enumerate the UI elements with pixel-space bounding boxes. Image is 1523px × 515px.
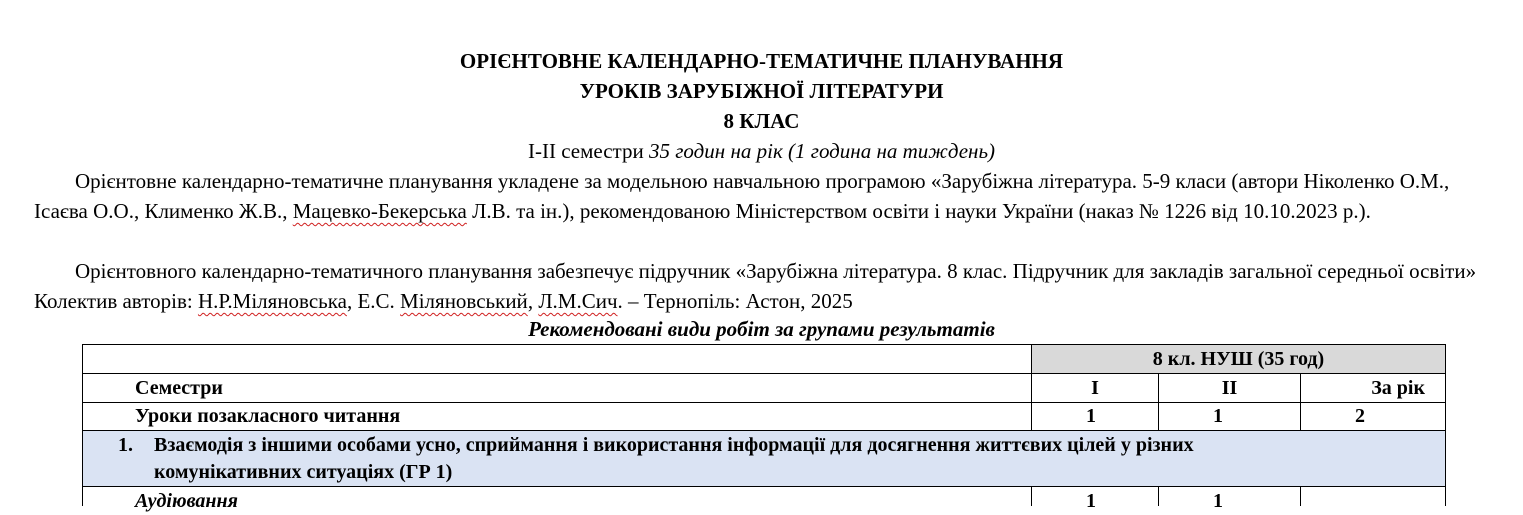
intro-p1-text-a: Орієнтовне календарно-тематичне планування укладене за модельною навчальною програмою «Зарубіжна література. 5-9 класи (автори Ніколенко О.М., Ісаєва О.О., Клименко Ж.В., [34,169,1450,223]
table-border [82,344,83,506]
intro-p1-text-b: Л.В. та ін.), рекомендованою Міністерством освіти і науки України (наказ № 1226 від 10.10.2023 р.). [466,199,1371,223]
semesters-label: Семестри [135,377,223,399]
document-title-line1: ОРІЄНТОВНЕ КАЛЕНДАРНО-ТЕМАТИЧНЕ ПЛАНУВАННЯ [459,49,1064,73]
misspelled-word: Л.М.Сич [538,289,618,313]
table-border [1445,344,1446,506]
intro-p2-text-a: Орієнтовного календарно-тематичного планування забезпечує підручник «Зарубіжна література. 8 клас. Підручник для закладів загальної середньої освіти» Колектив авторів: [34,259,1477,313]
intro-p2-sep2: , [527,289,539,313]
section-title-line1: Взаємодія з іншими особами усно, сприймання і використання інформації для досягнення життєвих цілей у різних [154,434,1194,456]
hours-per-year: 35 годин на рік (1 година на тиждень) [648,139,996,163]
extracurricular-sem1: 1 [1086,405,1096,427]
document-title-line2: УРОКІВ ЗАРУБІЖНОЇ ЛІТЕРАТУРИ [579,79,944,103]
listening-label: Аудіювання [135,490,238,512]
intro-p2-text-b: . – Тернопіль: Астон, 2025 [617,289,853,313]
document-title-line3: 8 КЛАС [723,109,800,133]
intro-paragraph-1 [34,166,1494,226]
listening-sem1: 1 [1086,490,1096,512]
extracurricular-sem2: 1 [1213,405,1223,427]
section-title-line2: комунікативних ситуаціях (ГР 1) [154,461,453,483]
extracurricular-label: Уроки позакласного читання [135,405,401,427]
semester-1-header: I [1091,377,1099,399]
semester-2-header: II [1221,377,1238,399]
misspelled-word: Мацевко-Бекерська [292,199,467,223]
listening-sem2: 1 [1213,490,1223,512]
semesters-subtitle [0,136,1523,166]
section-number: 1. [118,434,133,456]
extracurricular-year: 2 [1355,405,1365,427]
misspelled-word: Н.Р.Міляновська [197,289,347,313]
semesters-prefix: І-ІІ семестри [527,139,649,163]
table-border [1300,486,1301,506]
table-caption: Рекомендовані види робіт за групами результатів [528,317,995,341]
intro-paragraph-2 [34,256,1494,316]
group-header: 8 кл. НУШ (35 год) [1152,348,1325,370]
intro-p2-sep1: , Е.С. [346,289,401,313]
year-total-header: За рік [1371,377,1425,399]
misspelled-word: Міляновський [400,289,528,313]
